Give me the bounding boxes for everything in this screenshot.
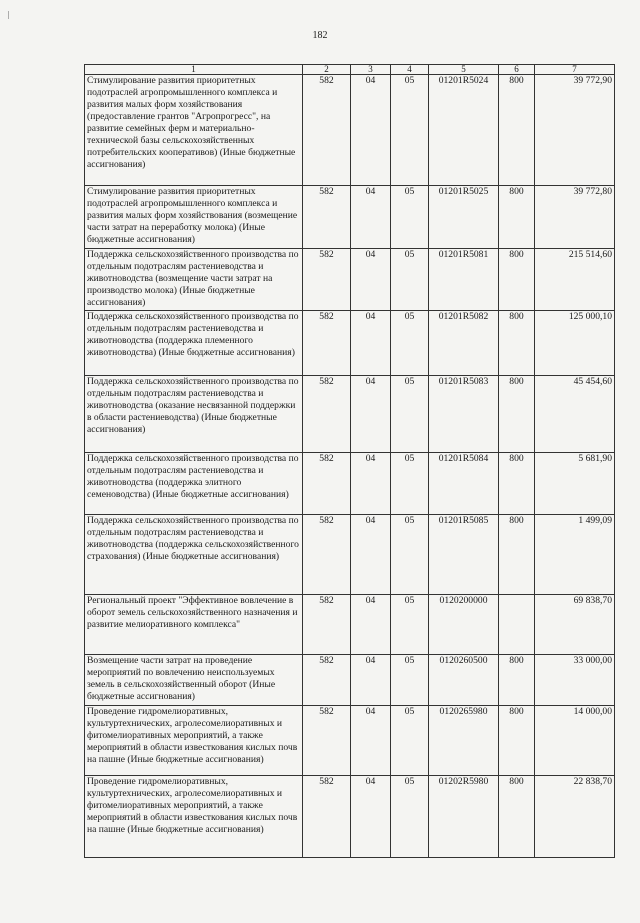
row-code: 05 <box>391 655 429 706</box>
row-code: 582 <box>303 249 351 311</box>
row-code: 04 <box>351 706 391 776</box>
row-description: Стимулирование развития приоритетных подотраслей агропромышленного комплекса и развития малых форм хозяйствования (возмещение части затрат на переработку молока) (Иные бюджетные ассигнования) <box>85 186 303 249</box>
row-code: 05 <box>391 595 429 655</box>
table-row <box>85 311 615 376</box>
column-header: 6 <box>499 65 535 75</box>
table-row <box>85 453 615 515</box>
table-row <box>85 186 615 249</box>
row-code: 04 <box>351 453 391 515</box>
header-row <box>85 65 615 75</box>
row-amount: 22 838,70 <box>535 776 615 858</box>
row-amount: 1 499,09 <box>535 515 615 595</box>
row-code: 582 <box>303 776 351 858</box>
row-code: 0120260500 <box>429 655 499 706</box>
column-header: 2 <box>303 65 351 75</box>
row-code: 800 <box>499 249 535 311</box>
row-code: 582 <box>303 515 351 595</box>
row-code: 582 <box>303 186 351 249</box>
row-description: Поддержка сельскохозяйственного производства по отдельным подотраслям растениеводства и животноводства (поддержка элитного семеноводства) (Иные бюджетные ассигнования) <box>85 453 303 515</box>
table-row <box>85 706 615 776</box>
column-header: 5 <box>429 65 499 75</box>
row-code: 05 <box>391 311 429 376</box>
row-code: 800 <box>499 655 535 706</box>
row-code: 01201R5083 <box>429 376 499 453</box>
row-code: 05 <box>391 776 429 858</box>
row-code: 04 <box>351 595 391 655</box>
row-amount: 39 772,80 <box>535 186 615 249</box>
row-description: Возмещение части затрат на проведение мероприятий по вовлечению неиспользуемых земель в сельскохозяйственный оборот (Иные бюджетные ассигнования) <box>85 655 303 706</box>
row-code: 800 <box>499 75 535 186</box>
row-code: 582 <box>303 75 351 186</box>
row-code: 04 <box>351 376 391 453</box>
row-code: 04 <box>351 655 391 706</box>
table-row <box>85 776 615 858</box>
table-row <box>85 595 615 655</box>
row-code: 05 <box>391 249 429 311</box>
row-code: 05 <box>391 376 429 453</box>
row-amount: 33 000,00 <box>535 655 615 706</box>
table-row <box>85 655 615 706</box>
row-code: 05 <box>391 515 429 595</box>
row-code: 05 <box>391 706 429 776</box>
budget-table <box>84 64 615 858</box>
row-description: Проведение гидромелиоративных, культуртехнических, агролесомелиоративных и фитомелиоративных мероприятий, а также мероприятий в области известкования кислых почв на пашне (Иные бюджетные ассигнования) <box>85 706 303 776</box>
row-code: 800 <box>499 376 535 453</box>
row-code: 04 <box>351 311 391 376</box>
row-code: 0120200000 <box>429 595 499 655</box>
row-code: 582 <box>303 595 351 655</box>
row-description: Поддержка сельскохозяйственного производства по отдельным подотраслям растениеводства и животноводства (возмещение части затрат на производство молока) (Иные бюджетные ассигнования) <box>85 249 303 311</box>
row-code: 01201R5085 <box>429 515 499 595</box>
row-code: 04 <box>351 75 391 186</box>
row-code: 800 <box>499 515 535 595</box>
row-code: 800 <box>499 706 535 776</box>
row-amount: 39 772,90 <box>535 75 615 186</box>
row-code: 05 <box>391 75 429 186</box>
row-description: Региональный проект "Эффективное вовлечение в оборот земель сельскохозяйственного назначения и развитие мелиоративного комплекса" <box>85 595 303 655</box>
row-code: 800 <box>499 776 535 858</box>
row-amount: 14 000,00 <box>535 706 615 776</box>
row-code: 01201R5025 <box>429 186 499 249</box>
row-code: 800 <box>499 186 535 249</box>
row-amount: 5 681,90 <box>535 453 615 515</box>
row-amount: 45 454,60 <box>535 376 615 453</box>
row-amount: 125 000,10 <box>535 311 615 376</box>
row-description: Стимулирование развития приоритетных подотраслей агропромышленного комплекса и развития малых форм хозяйствования (предоставление грантов "Агропрогресс", на развитие семейных ферм и материально-технической базы сельскохозяйственных потребительских кооперативов) (Иные бюджетные ассигнования) <box>85 75 303 186</box>
row-amount: 215 514,60 <box>535 249 615 311</box>
row-code: 582 <box>303 706 351 776</box>
column-header: 3 <box>351 65 391 75</box>
row-code: 01202R5980 <box>429 776 499 858</box>
row-code <box>499 595 535 655</box>
row-code: 04 <box>351 776 391 858</box>
column-header: 1 <box>85 65 303 75</box>
row-code: 582 <box>303 376 351 453</box>
row-description: Поддержка сельскохозяйственного производства по отдельным подотраслям растениеводства и животноводства (поддержка сельскохозяйственного страхования) (Иные бюджетные ассигнования) <box>85 515 303 595</box>
table-row <box>85 515 615 595</box>
row-description: Проведение гидромелиоративных, культуртехнических, агролесомелиоративных и фитомелиоративных мероприятий, а также мероприятий в области известкования кислых почв на пашне (Иные бюджетные ассигнования) <box>85 776 303 858</box>
row-code: 582 <box>303 655 351 706</box>
row-code: 05 <box>391 186 429 249</box>
row-code: 01201R5081 <box>429 249 499 311</box>
row-code: 800 <box>499 453 535 515</box>
row-code: 800 <box>499 311 535 376</box>
row-code: 01201R5084 <box>429 453 499 515</box>
row-code: 0120265980 <box>429 706 499 776</box>
row-code: 04 <box>351 249 391 311</box>
column-header: 7 <box>535 65 615 75</box>
table-row <box>85 249 615 311</box>
row-code: 01201R5082 <box>429 311 499 376</box>
row-code: 582 <box>303 311 351 376</box>
row-amount: 69 838,70 <box>535 595 615 655</box>
row-description: Поддержка сельскохозяйственного производства по отдельным подотраслям растениеводства и животноводства (поддержка племенного животноводства) (Иные бюджетные ассигнования) <box>85 311 303 376</box>
column-header: 4 <box>391 65 429 75</box>
table-row <box>85 376 615 453</box>
scan-mark: | <box>8 10 10 19</box>
table-row <box>85 75 615 186</box>
row-code: 01201R5024 <box>429 75 499 186</box>
row-code: 05 <box>391 453 429 515</box>
row-description: Поддержка сельскохозяйственного производства по отдельным подотраслям растениеводства и животноводства (оказание несвязанной поддержки в области растениеводства) (Иные бюджетные ассигнования) <box>85 376 303 453</box>
row-code: 04 <box>351 515 391 595</box>
page-number: 182 <box>312 30 328 41</box>
row-code: 04 <box>351 186 391 249</box>
row-code: 582 <box>303 453 351 515</box>
